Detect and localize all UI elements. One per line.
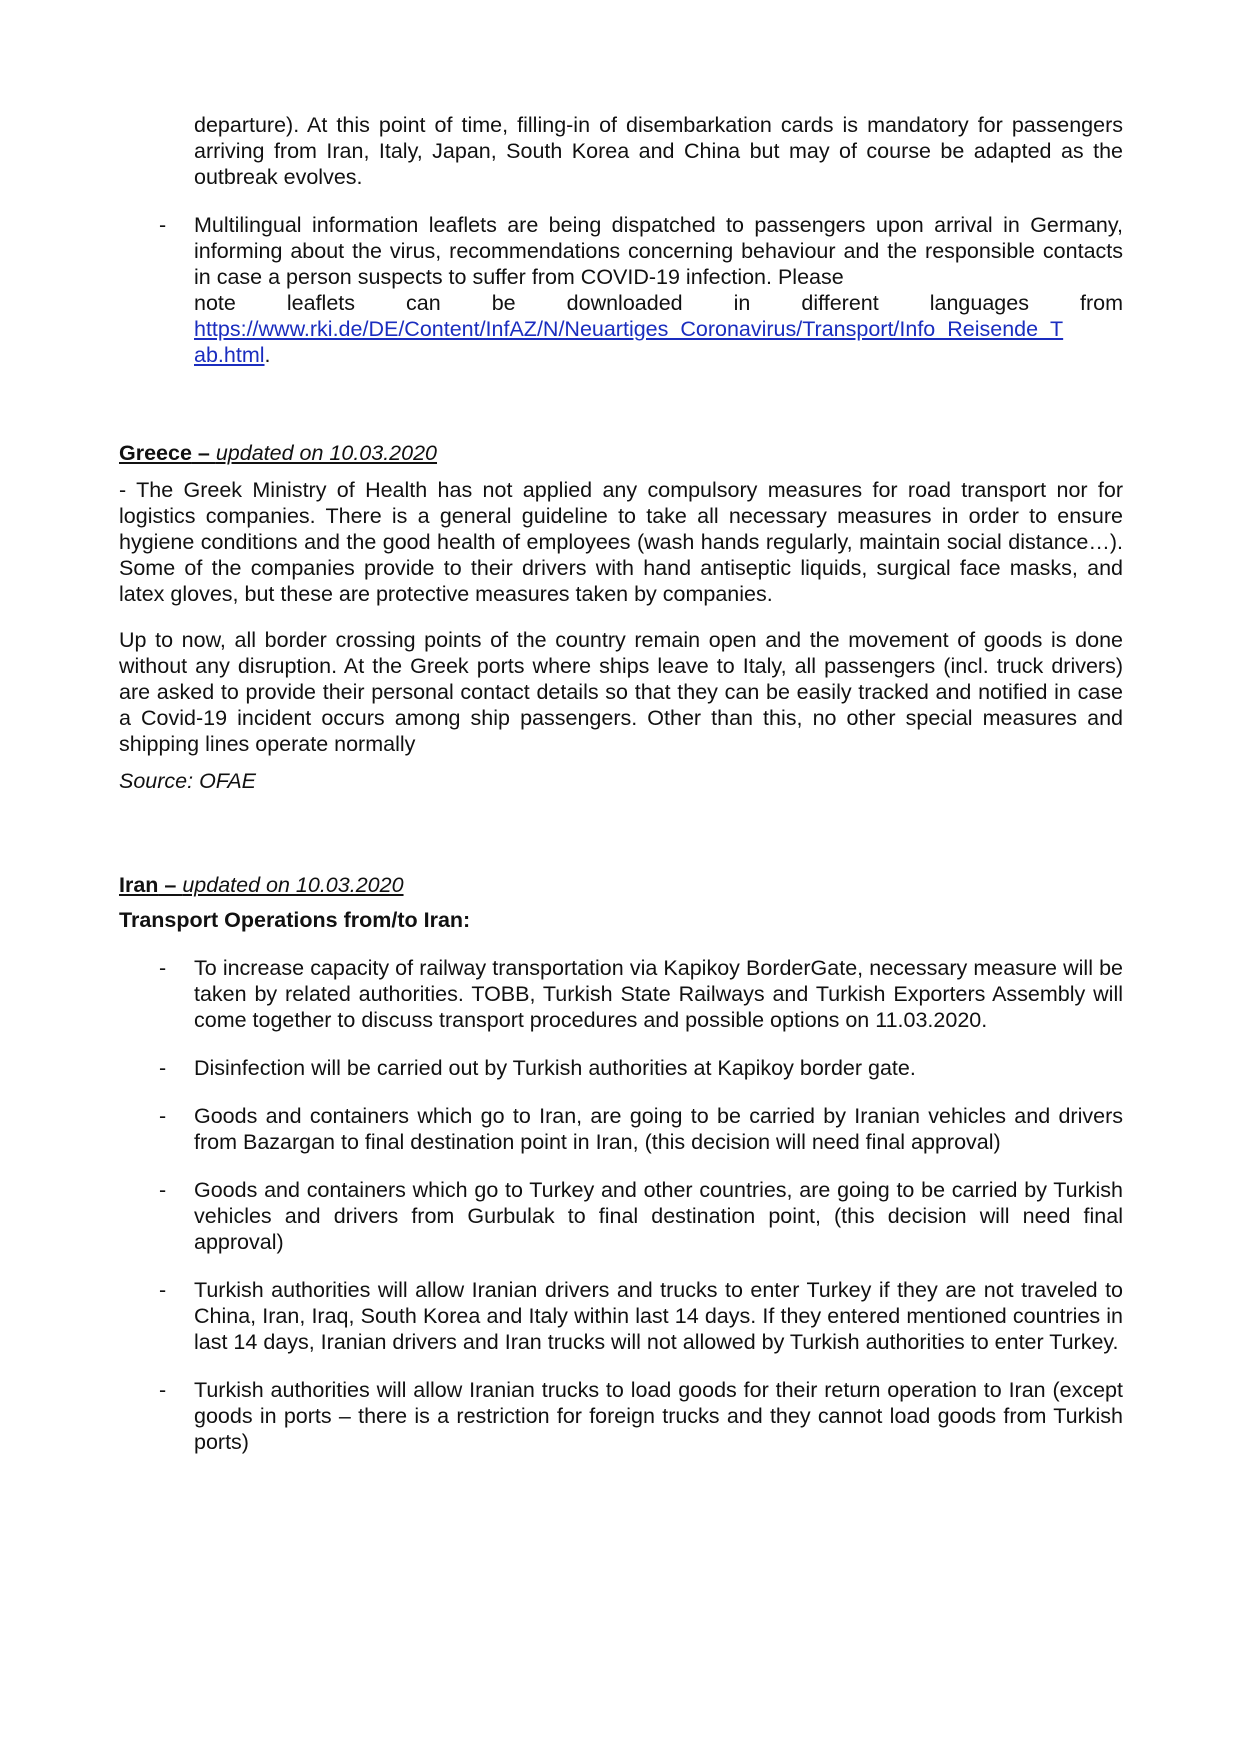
iran-bullet-text: Disinfection will be carried out by Turkish authorities at Kapikoy border gate. bbox=[194, 1056, 916, 1080]
greece-paragraph-2: Up to now, all border crossing points of the country remain open and the movement of goods is done without any disruption. At the Greek ports where ships leave to Italy, all passengers (incl. truck drivers) are asked to provide their personal contact details so that they can be easily tracked and notified in case a Covid-19 incident occurs among ship passengers. Other than this, no other special measures and shipping lines operate normally bbox=[119, 628, 1123, 756]
iran-heading bbox=[119, 872, 1123, 898]
leaflets-text-last-line: note leaflets can be downloaded in different languages from bbox=[194, 291, 1123, 315]
bullet-dash: - bbox=[159, 213, 167, 237]
heading-separator: – bbox=[191, 441, 216, 465]
heading-separator: – bbox=[158, 873, 183, 897]
iran-bullet-item bbox=[119, 1377, 1123, 1455]
document-page bbox=[119, 112, 1123, 1455]
intro-continuation-paragraph: departure). At this point of time, filling-in of disembarkation cards is mandatory for passengers arriving from Iran, Italy, Japan, South Korea and China but may of course be adapted as the outbreak evolves. bbox=[194, 113, 1123, 189]
iran-updated-date: updated on 10.03.2020 bbox=[182, 873, 404, 897]
iran-bullet-item bbox=[119, 1055, 1123, 1081]
bullet-dash: - bbox=[159, 1056, 167, 1080]
greece-updated-date: updated on 10.03.2020 bbox=[215, 441, 438, 465]
iran-bullet-item bbox=[119, 1177, 1123, 1255]
iran-section bbox=[119, 872, 1123, 1455]
iran-bullet-text: Turkish authorities will allow Iranian trucks to load goods for their return operation to Iran (except goods in ports – there is a restriction for foreign trucks and they cannot load goods from Turkish ports) bbox=[194, 1378, 1123, 1454]
iran-bullet-list bbox=[119, 955, 1123, 1455]
iran-bullet-item bbox=[119, 955, 1123, 1033]
iran-bullet-text: To increase capacity of railway transportation via Kapikoy BorderGate, necessary measure will be taken by related authorities. TOBB, Turkish State Railways and Turkish Exporters Assembly will come together to discuss transport procedures and possible options on 11.03.2020. bbox=[194, 956, 1123, 1032]
leaflets-text: Multilingual information leaflets are being dispatched to passengers upon arrival in Germany, informing about the virus, recommendations concerning behaviour and the responsible contacts in case a person suspects to suffer from COVID-19 infection. Please bbox=[194, 213, 1123, 289]
rki-leaflets-link-part1[interactable]: https://www.rki.de/DE/Content/InfAZ/N/Neuartiges_Coronavirus/Transport/Info_Reisende_T bbox=[194, 317, 1064, 341]
iran-country-name: Iran bbox=[119, 873, 159, 897]
link-trailing-period: . bbox=[264, 343, 271, 367]
iran-bullet-item bbox=[119, 1103, 1123, 1155]
greece-section bbox=[119, 440, 1123, 794]
rki-leaflets-link-part2[interactable]: ab.html bbox=[194, 343, 265, 367]
greece-source: Source: OFAE bbox=[119, 769, 257, 793]
greece-country-name: Greece bbox=[119, 441, 192, 465]
greece-paragraph-1: - The Greek Ministry of Health has not applied any compulsory measures for road transport nor for logistics companies. There is a general guideline to take all necessary measures in order to ensure hygiene conditions and the good health of employees (wash hands regularly, maintain social distance…). Some of the companies provide to their drivers with hand antiseptic liquids, surgical face masks, and latex gloves, but these are protective measures taken by companies. bbox=[119, 478, 1123, 606]
bullet-dash: - bbox=[159, 1378, 167, 1402]
greece-heading bbox=[119, 440, 1123, 466]
bullet-dash: - bbox=[159, 1104, 167, 1128]
iran-bullet-text: Goods and containers which go to Turkey and other countries, are going to be carried by Turkish vehicles and drivers from Gurbulak to final destination point, (this decision will need final approval) bbox=[194, 1178, 1123, 1254]
iran-subheading: Transport Operations from/to Iran: bbox=[119, 908, 471, 932]
iran-bullet-text: Goods and containers which go to Iran, are going to be carried by Iranian vehicles and drivers from Bazargan to final destination point in Iran, (this decision will need final approval) bbox=[194, 1104, 1123, 1154]
iran-bullet-item bbox=[119, 1277, 1123, 1355]
bullet-dash: - bbox=[159, 1178, 167, 1202]
bullet-dash: - bbox=[159, 956, 167, 980]
leaflets-bullet-item bbox=[119, 212, 1123, 368]
iran-bullet-text: Turkish authorities will allow Iranian drivers and trucks to enter Turkey if they are not traveled to China, Iran, Iraq, South Korea and Italy within last 14 days. If they entered mentioned countries in last 14 days, Iranian drivers and Iran trucks will not allowed by Turkish authorities to enter Turkey. bbox=[194, 1278, 1123, 1354]
bullet-dash: - bbox=[159, 1278, 167, 1302]
